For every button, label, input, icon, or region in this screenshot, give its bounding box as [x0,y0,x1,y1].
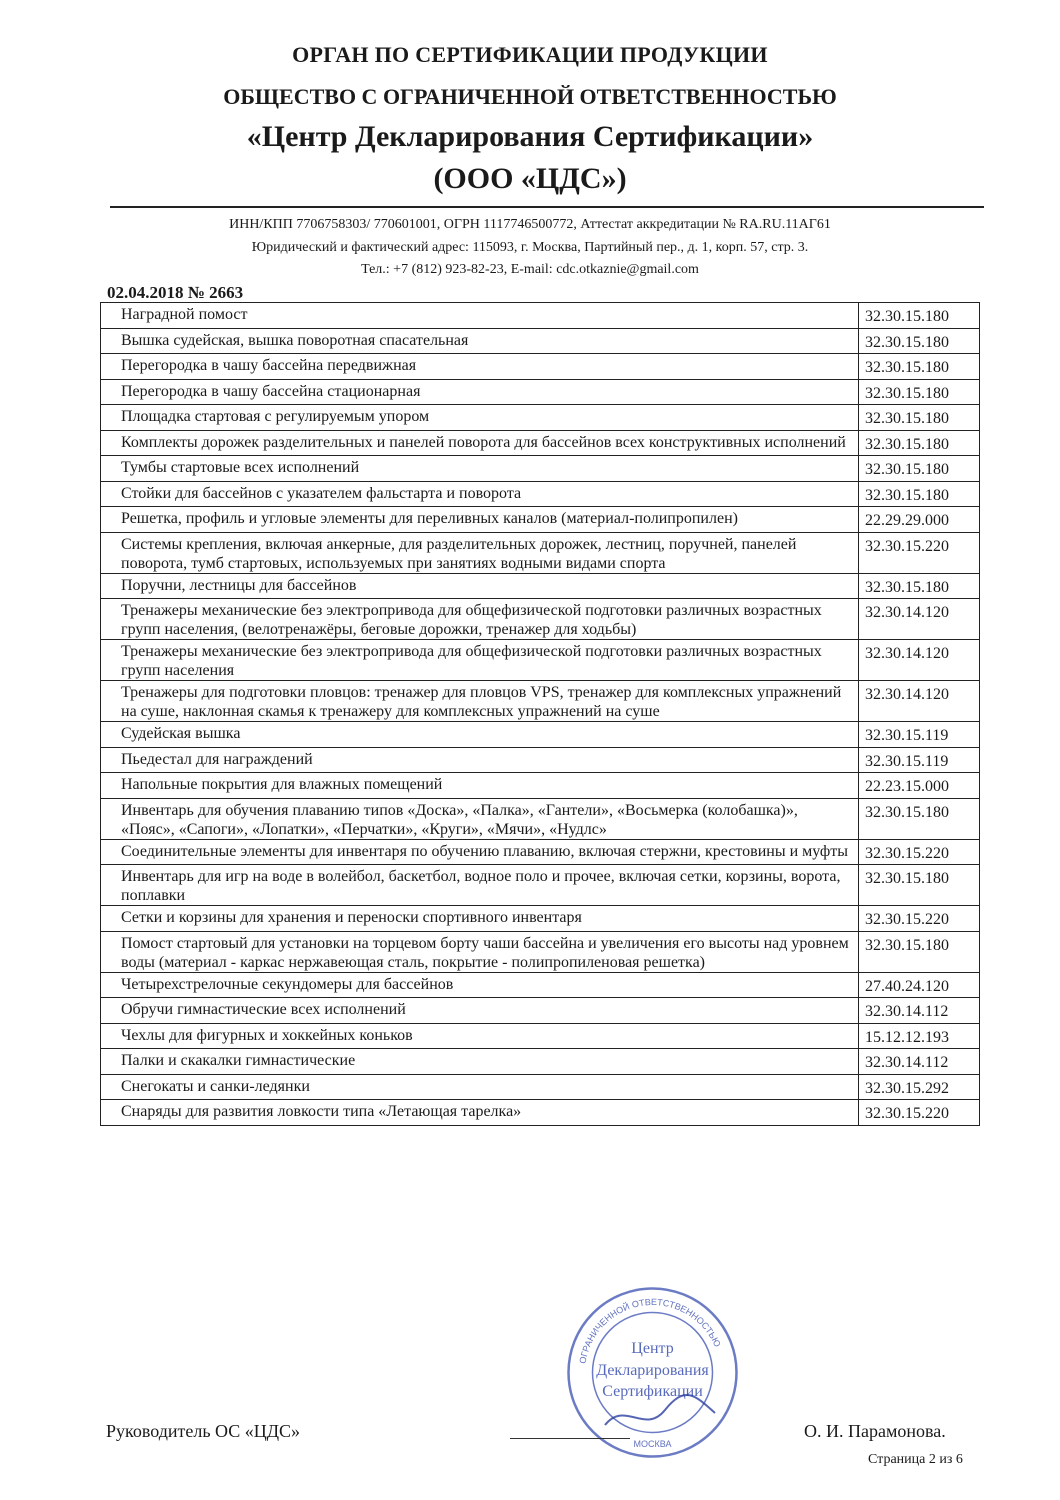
document-reference: 02.04.2018 № 2663 [107,283,244,302]
product-name: Поручни, лестницы для бассейнов [101,573,859,599]
okpd-code: 32.30.15.180 [859,354,980,380]
okpd-code: 32.30.15.180 [859,379,980,405]
product-name: Комплекты дорожек разделительных и панелей поворота для бассейнов всех конструктивных исполнений [101,430,859,456]
product-name: Тренажеры механические без электропривода для общефизической подготовки различных возрастных групп населения, (велотренажёры, беговые дорожки, тренажер для ходьбы) [101,599,859,640]
product-name: Тумбы стартовые всех исполнений [101,456,859,482]
seal-line-2: Декларирования [596,1362,709,1379]
product-name: Системы крепления, включая анкерные, для разделительных дорожек, лестниц, поручней, панелей поворота, тумб стартовых, используемых при занятиях водными видами спорта [101,532,859,573]
table-row [101,456,980,482]
product-name: Судейская вышка [101,722,859,748]
okpd-code: 32.30.15.220 [859,1100,980,1126]
product-name: Перегородка в чашу бассейна передвижная [101,354,859,380]
table-row [101,328,980,354]
table-row [101,573,980,599]
product-name: Палки и скакалки гимнастические [101,1049,859,1075]
table-row [101,303,980,329]
okpd-code: 32.30.15.180 [859,456,980,482]
signatory-title: Руководитель ОС «ЦДС» [106,1421,301,1441]
okpd-code: 32.30.15.180 [859,303,980,329]
organization-seal [565,1285,740,1460]
product-name: Помост стартовый для установки на торцевом борту чаши бассейна и увеличения его высоты над уровнем воды (материал - каркас нержавеющая сталь, покрытие - полипропиленовая решетка) [101,931,859,972]
product-name: Соединительные элементы для инвентаря по обучению плаванию, включая стержни, крестовины и муфты [101,839,859,865]
signatory-name: О. И. Парамонова. [804,1421,946,1441]
okpd-code: 27.40.24.120 [859,972,980,998]
table-row [101,405,980,431]
table-row [101,798,980,839]
table-row [101,747,980,773]
table-row [101,1074,980,1100]
okpd-code: 32.30.15.180 [859,798,980,839]
requisites-address: Юридический и фактический адрес: 115093, г. Москва, Партийный пер., д. 1, корп. 57, стр. 3. [251,240,809,255]
okpd-code: 22.23.15.000 [859,773,980,799]
table-row [101,1100,980,1126]
table-row [101,865,980,906]
table-row [101,839,980,865]
requisites-contacts: Тел.: +7 (812) 923-82-23, E-mail: cdc.otkaznie@gmail.com [361,262,699,277]
okpd-code: 32.30.15.220 [859,906,980,932]
okpd-code: 32.30.15.180 [859,931,980,972]
header-divider [110,206,984,208]
product-name: Тренажеры механические без электропривода для общефизической подготовки различных возрастных групп населения [101,640,859,681]
okpd-code: 32.30.15.119 [859,722,980,748]
okpd-code: 32.30.15.119 [859,747,980,773]
okpd-code: 32.30.15.180 [859,481,980,507]
header-line-2: ОБЩЕСТВО С ОГРАНИЧЕННОЙ ОТВЕТСТВЕННОСТЬЮ [223,84,837,109]
product-name: Инвентарь для игр на воде в волейбол, баскетбол, водное поло и прочее, включая сетки, корзины, ворота, поплавки [101,865,859,906]
header-line-1: ОРГАН ПО СЕРТИФИКАЦИИ ПРОДУКЦИИ [292,42,768,67]
product-name: Снегокаты и санки-ледянки [101,1074,859,1100]
table-row [101,354,980,380]
table-row [101,532,980,573]
table-row [101,430,980,456]
product-name: Обручи гимнастические всех исполнений [101,998,859,1024]
product-name: Сетки и корзины для хранения и переноски спортивного инвентаря [101,906,859,932]
table-row [101,998,980,1024]
table-row [101,481,980,507]
table-row [101,640,980,681]
product-name: Напольные покрытия для влажных помещений [101,773,859,799]
organization-short-name: (ООО «ЦДС») [433,162,627,195]
okpd-code: 32.30.15.292 [859,1074,980,1100]
product-name: Чехлы для фигурных и хоккейных коньков [101,1023,859,1049]
okpd-code: 32.30.15.180 [859,430,980,456]
okpd-code: 32.30.14.112 [859,998,980,1024]
okpd-code: 15.12.12.193 [859,1023,980,1049]
table-row [101,1049,980,1075]
product-name: Площадка стартовая с регулируемым упором [101,405,859,431]
okpd-code: 32.30.15.220 [859,839,980,865]
page-number: Страница 2 из 6 [868,1452,963,1467]
product-name: Наградной помост [101,303,859,329]
okpd-code: 32.30.15.180 [859,573,980,599]
table-row [101,722,980,748]
okpd-code: 32.30.15.180 [859,865,980,906]
okpd-code: 32.30.14.120 [859,640,980,681]
okpd-code: 32.30.14.120 [859,599,980,640]
products-table [100,302,980,1126]
table-row [101,906,980,932]
product-name: Четырехстрелочные секундомеры для бассейнов [101,972,859,998]
okpd-code: 32.30.15.180 [859,328,980,354]
table-row [101,1023,980,1049]
product-name: Тренажеры для подготовки пловцов: тренажер для пловцов VPS, тренажер для комплексных упражнений на суше, наклонная скамья к тренажеру для комплексных упражнений на суше [101,681,859,722]
table-row [101,379,980,405]
seal-ring-text: ОГРАНИЧЕННОЙ ОТВЕТСТВЕННОСТЬЮ [577,1296,723,1365]
okpd-code: 32.30.15.180 [859,405,980,431]
product-name: Стойки для бассейнов с указателем фальстарта и поворота [101,481,859,507]
okpd-code: 32.30.15.220 [859,532,980,573]
table-row [101,931,980,972]
table-row [101,773,980,799]
signature-line [510,1438,630,1439]
okpd-code: 32.30.14.112 [859,1049,980,1075]
product-name: Снаряды для развития ловкости типа «Летающая тарелка» [101,1100,859,1126]
table-row [101,599,980,640]
product-name: Решетка, профиль и угловые элементы для переливных каналов (материал-полипропилен) [101,507,859,533]
product-name: Вышка судейская, вышка поворотная спасательная [101,328,859,354]
okpd-code: 32.30.14.120 [859,681,980,722]
organization-name: «Центр Декларирования Сертификации» [246,120,814,153]
seal-ring-bottom: МОСКВА [633,1439,672,1449]
product-name: Пьедестал для награждений [101,747,859,773]
product-name: Инвентарь для обучения плаванию типов «Доска», «Палка», «Гантели», «Восьмерка (колобашка)», «Пояс», «Сапоги», «Лопатки», «Перчатки», «Круги», «Мячи», «Нудлс» [101,798,859,839]
seal-line-3: Сертификации [602,1383,703,1400]
seal-line-1: Центр [631,1340,674,1357]
table-row [101,972,980,998]
table-row [101,681,980,722]
table-row [101,507,980,533]
requisites-line-1: ИНН/КПП 7706758303/ 770601001, ОГРН 1117746500772, Аттестат аккредитации № RA.RU.11АГ61 [229,217,831,232]
okpd-code: 22.29.29.000 [859,507,980,533]
product-name: Перегородка в чашу бассейна стационарная [101,379,859,405]
